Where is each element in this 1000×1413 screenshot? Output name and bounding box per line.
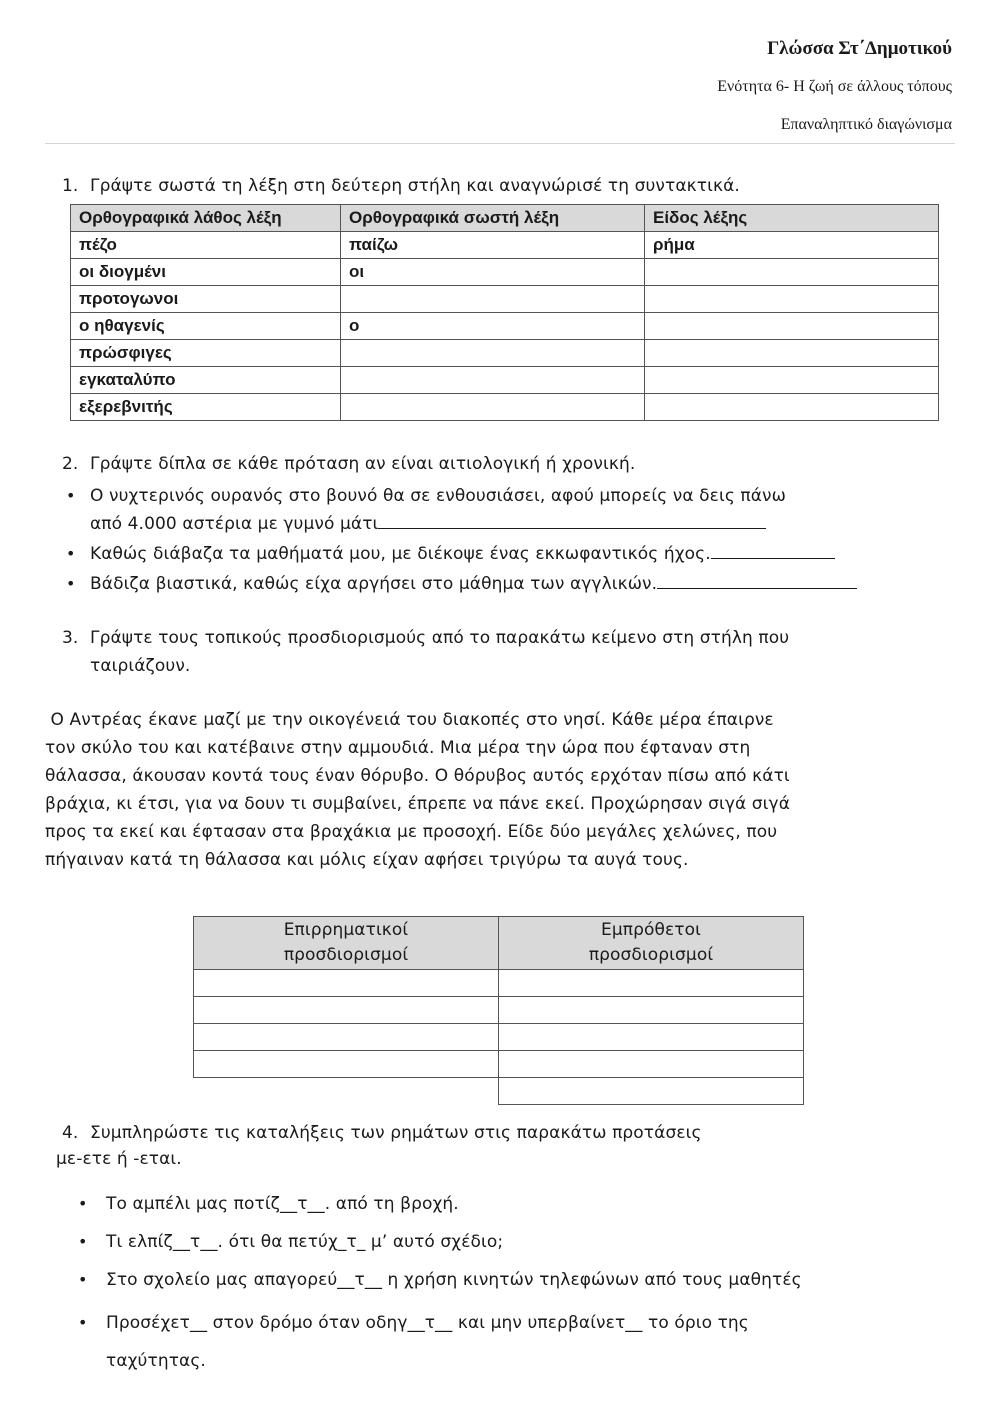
q1-cell-correct[interactable] — [341, 367, 645, 394]
table-row — [71, 259, 939, 286]
list-item — [62, 482, 952, 538]
table-row — [194, 1078, 804, 1105]
q4-item-3: Στο σχολείο μας απαγορεύ__τ__ η χρήση κινητών τηλεφώνων από τους μαθητές — [106, 1270, 802, 1290]
empty-cell — [194, 1078, 499, 1105]
q1-cell-correct[interactable] — [341, 394, 645, 421]
q4-item-2: Τι ελπίζ__τ__. ότι θα πετύχ_τ_ μ’ αυτό σχέδιο; — [106, 1232, 504, 1252]
q1-cell-type[interactable] — [645, 340, 939, 367]
q1-cell-wrong: εξερεβνιτής — [71, 394, 341, 421]
worksheet-title: Γλώσσα Στ΄Δημοτικού — [767, 38, 952, 59]
q2-item-1b: από 4.000 αστέρια με γυμνό μάτι — [90, 514, 379, 534]
q1-table — [70, 204, 939, 421]
q4-number: 4. — [62, 1123, 79, 1143]
passage-line: προς τα εκεί και έφτασαν στα βραχάκια με προσοχή. Είδε δύο μεγάλες χελώνες, που — [45, 822, 778, 842]
list-item[interactable] — [78, 1190, 978, 1218]
table-row — [71, 394, 939, 421]
table-row — [194, 970, 804, 997]
q1-cell-correct[interactable]: παίζω — [341, 232, 645, 259]
q2-item-1a: Ο νυχτερινός ουρανός στο βουνό θα σε ενθουσιάσει, αφού μπορείς να δεις πάνω — [90, 486, 786, 506]
q3-header-adverbial — [194, 917, 499, 970]
header-divider — [45, 143, 955, 144]
q1-cell-type[interactable] — [645, 286, 939, 313]
q3-title — [62, 624, 789, 680]
q4-title — [56, 1120, 702, 1172]
q2-item-3: Βάδιζα βιαστικά, καθώς είχα αργήσει στο μάθημα των αγγλικών. — [90, 574, 658, 594]
q3-passage — [45, 706, 935, 874]
q1-cell-wrong: προτογωνοι — [71, 286, 341, 313]
answer-blank[interactable] — [657, 571, 857, 589]
q1-cell-wrong: πέζο — [71, 232, 341, 259]
q1-number: 1. — [62, 176, 79, 196]
q1-title — [62, 176, 740, 196]
q1-header-wrong: Ορθογραφικά λάθος λέξη — [71, 205, 341, 232]
q4-item-4a: Προσέχετ__ στον δρόμο όταν οδηγ__τ__ και μην υπερβαίνετ__ το όριο της — [106, 1313, 749, 1333]
passage-line: τον σκύλο του και κατέβαινε στην αμμουδιά. Μια μέρα την ώρα που έφταναν στη — [45, 738, 751, 758]
unit-label: Ενότητα 6- Η ζωή σε άλλους τόπους — [717, 78, 952, 95]
q1-cell-type[interactable] — [645, 313, 939, 340]
q4-item-1: Το αμπέλι μας ποτίζ__τ__. από τη βροχή. — [106, 1194, 459, 1214]
table-row — [194, 1024, 804, 1051]
q4-list — [78, 1190, 978, 1390]
q3-table — [193, 916, 804, 1105]
table-row — [71, 286, 939, 313]
q1-header-row — [71, 205, 939, 232]
q1-header-type: Είδος λέξης — [645, 205, 939, 232]
answer-cell[interactable] — [499, 1051, 804, 1078]
q1-cell-wrong: πρώσφιγες — [71, 340, 341, 367]
answer-cell[interactable] — [194, 970, 499, 997]
q1-cell-type[interactable] — [645, 394, 939, 421]
q2-list — [62, 482, 952, 598]
answer-cell[interactable] — [499, 970, 804, 997]
table-row — [194, 997, 804, 1024]
q3-header-prepositional — [499, 917, 804, 970]
q3-col2-line1: Εμπρόθετοι — [601, 920, 701, 940]
q1-header-correct: Ορθογραφικά σωστή λέξη — [341, 205, 645, 232]
table-row — [71, 367, 939, 394]
q1-cell-type[interactable]: ρήμα — [645, 232, 939, 259]
q1-cell-correct[interactable] — [341, 286, 645, 313]
list-item[interactable] — [78, 1228, 978, 1256]
q1-cell-type[interactable] — [645, 259, 939, 286]
table-row — [71, 313, 939, 340]
q1-text: Γράψτε σωστά τη λέξη στη δεύτερη στήλη και αναγνώρισέ τη συντακτικά. — [90, 176, 740, 196]
q1-cell-wrong: ο ηθαγενίς — [71, 313, 341, 340]
q4-text-line2: με-ετε ή -εται. — [56, 1149, 182, 1169]
q3-col2-line2: προσδιορισμοί — [588, 945, 714, 965]
q1-cell-correct[interactable]: οι — [341, 259, 645, 286]
passage-line: θάλασσα, άκουσαν κοντά τους έναν θόρυβο. Ο θόρυβος αυτός ερχόταν πίσω από κάτι — [45, 766, 790, 786]
list-item — [62, 540, 952, 568]
passage-line: Ο Αντρέας έκανε μαζί με την οικογένειά του διακοπές στο νησί. Κάθε μέρα έπαιρνε — [45, 710, 774, 730]
q1-cell-wrong: οι διογμένι — [71, 259, 341, 286]
q3-header-row — [194, 917, 804, 970]
q2-number: 2. — [62, 454, 79, 474]
test-label: Επαναληπτικό διαγώνισμα — [780, 116, 952, 133]
q3-text-line1: Γράψτε τους τοπικούς προσδιορισμούς από το παρακάτω κείμενο στη στήλη που — [90, 628, 790, 648]
q2-item-2: Καθώς διάβαζα τα μαθήματά μου, με διέκοψε ένας εκκωφαντικός ήχος. — [90, 544, 711, 564]
list-item[interactable] — [78, 1266, 978, 1294]
q4-text-line1: Συμπληρώστε τις καταλήξεις των ρημάτων στις παρακάτω προτάσεις — [90, 1123, 702, 1143]
answer-cell[interactable] — [499, 1078, 804, 1105]
list-item[interactable] — [78, 1304, 978, 1380]
list-item — [62, 570, 952, 598]
answer-cell[interactable] — [194, 1051, 499, 1078]
passage-line: πήγαιναν κατά τη θάλασσα και μόλις είχαν αφήσει τριγύρω τα αυγά τους. — [45, 850, 689, 870]
answer-cell[interactable] — [499, 997, 804, 1024]
q1-cell-correct[interactable]: ο — [341, 313, 645, 340]
q3-number: 3. — [62, 628, 79, 648]
q3-col1-line1: Επιρρηματικοί — [283, 920, 409, 940]
q3-text-line2: ταιριάζουν. — [90, 656, 191, 676]
q1-cell-correct[interactable] — [341, 340, 645, 367]
table-row — [71, 232, 939, 259]
q1-cell-type[interactable] — [645, 367, 939, 394]
table-row — [194, 1051, 804, 1078]
q4-item-4b: ταχύτητας. — [106, 1351, 206, 1371]
answer-blank[interactable] — [378, 511, 766, 529]
q3-col1-line2: προσδιορισμοί — [283, 945, 409, 965]
q2-title — [62, 454, 635, 474]
q2-text: Γράψτε δίπλα σε κάθε πρόταση αν είναι αιτιολογική ή χρονική. — [90, 454, 636, 474]
table-row — [71, 340, 939, 367]
passage-line: βράχια, κι έτσι, για να δουν τι συμβαίνει, έπρεπε να πάνε εκεί. Προχώρησαν σιγά σιγά — [45, 794, 790, 814]
answer-cell[interactable] — [499, 1024, 804, 1051]
q1-cell-wrong: εγκαταλύπο — [71, 367, 341, 394]
answer-cell[interactable] — [194, 997, 499, 1024]
answer-blank[interactable] — [711, 541, 835, 559]
answer-cell[interactable] — [194, 1024, 499, 1051]
